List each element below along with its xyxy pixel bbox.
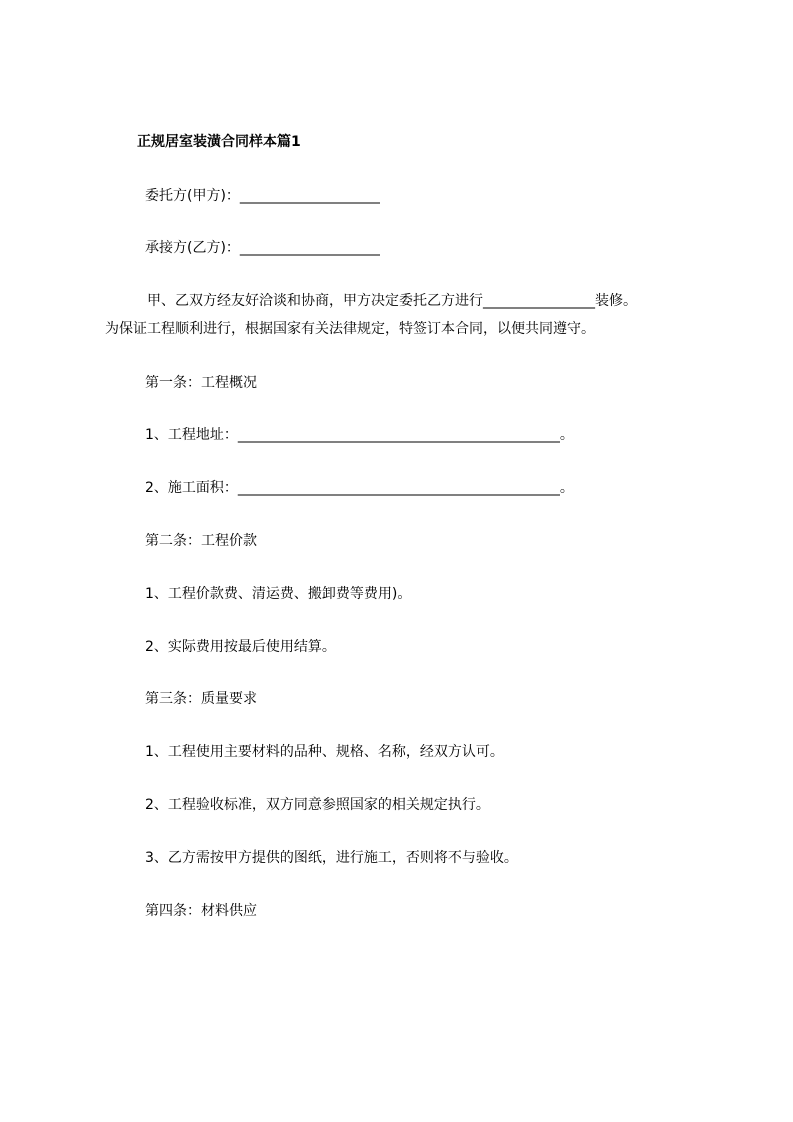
party-b-line: 承接方(乙方)：____________________ [145,240,380,256]
article-3-item-3: 3、乙方需按甲方提供的图纸，进行施工，否则将不与验收。 [145,850,518,866]
article-3-item-2: 2、工程验收标准，双方同意参照国家的相关规定执行。 [145,797,490,813]
article-2-title: 第二条：工程价款 [145,533,257,549]
article-2-item-1: 1、工程价款费、清运费、搬卸费等费用)。 [145,586,412,602]
article-1-title: 第一条：工程概况 [145,375,257,391]
intro-paragraph-line-1: 甲、乙双方经友好洽谈和协商，甲方决定委托乙方进行________________装修。 [147,293,637,309]
article-1-item-2: 2、施工面积：______________________________________________。 [145,480,574,496]
article-1-item-1: 1、工程地址：______________________________________________。 [145,427,574,443]
document-title: 正规居室装潢合同样本篇1 [137,134,301,150]
party-a-line: 委托方(甲方)：____________________ [145,188,380,204]
article-4-title: 第四条：材料供应 [145,903,257,919]
intro-paragraph-line-2: 为保证工程顺利进行，根据国家有关法律规定，特签订本合同，以便共同遵守。 [105,321,595,337]
article-2-item-2: 2、实际费用按最后使用结算。 [145,639,336,655]
article-3-item-1: 1、工程使用主要材料的品种、规格、名称，经双方认可。 [145,744,504,760]
article-3-title: 第三条：质量要求 [145,691,257,707]
